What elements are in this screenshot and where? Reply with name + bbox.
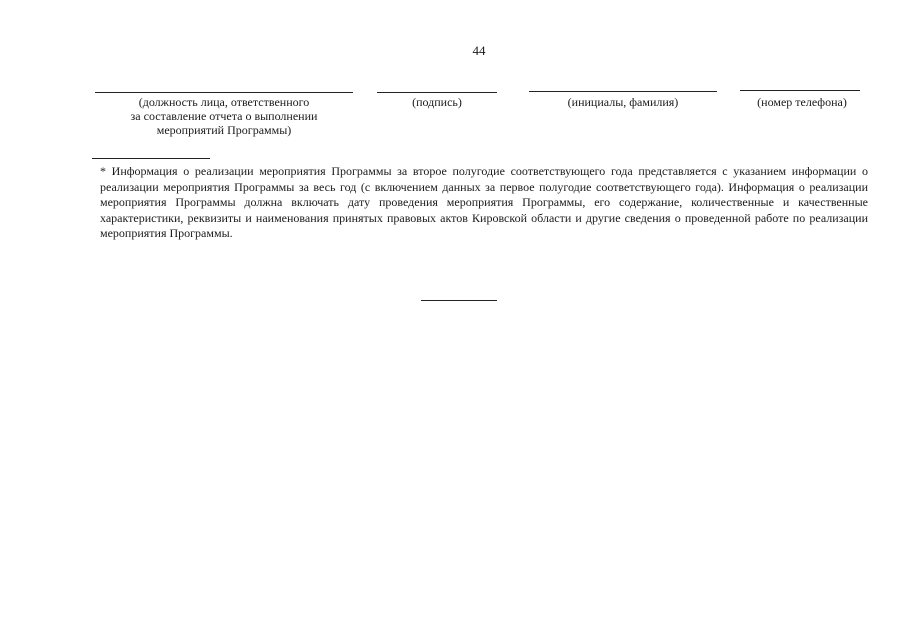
phone-signature-line — [740, 90, 860, 91]
name-signature-line — [529, 91, 717, 92]
signature-line — [377, 92, 497, 93]
end-of-section-rule — [421, 300, 497, 301]
footnote — [100, 164, 868, 242]
page-number: 44 — [472, 43, 486, 58]
footnote-marker: * — [100, 164, 106, 178]
signature-caption: (подпись) — [412, 95, 462, 109]
footnote-separator — [92, 158, 210, 159]
name-caption: (инициалы, фамилия) — [567, 95, 679, 109]
footnote-text: Информация о реализации мероприятия Программы за второе полугодие соответствующего года представляется с указанием информации о реализации мероприятия Программы за весь год (с включением данных за первое полугодие соответствующего года). Информация о реализации мероприятия Программы должна включать дату проведения мероприятия Программы, его содержание, количественные и качественные характеристики, реквизиты и наименования принятых правовых актов Кировской области и другие сведения о проведенной работе по реализации мероприятия Программы. — [100, 164, 868, 240]
phone-caption: (номер телефона) — [757, 95, 847, 109]
position-signature-line — [95, 92, 353, 93]
position-caption: (должность лица, ответственного за составление отчета о выполнении мероприятий Программы) — [130, 95, 318, 137]
